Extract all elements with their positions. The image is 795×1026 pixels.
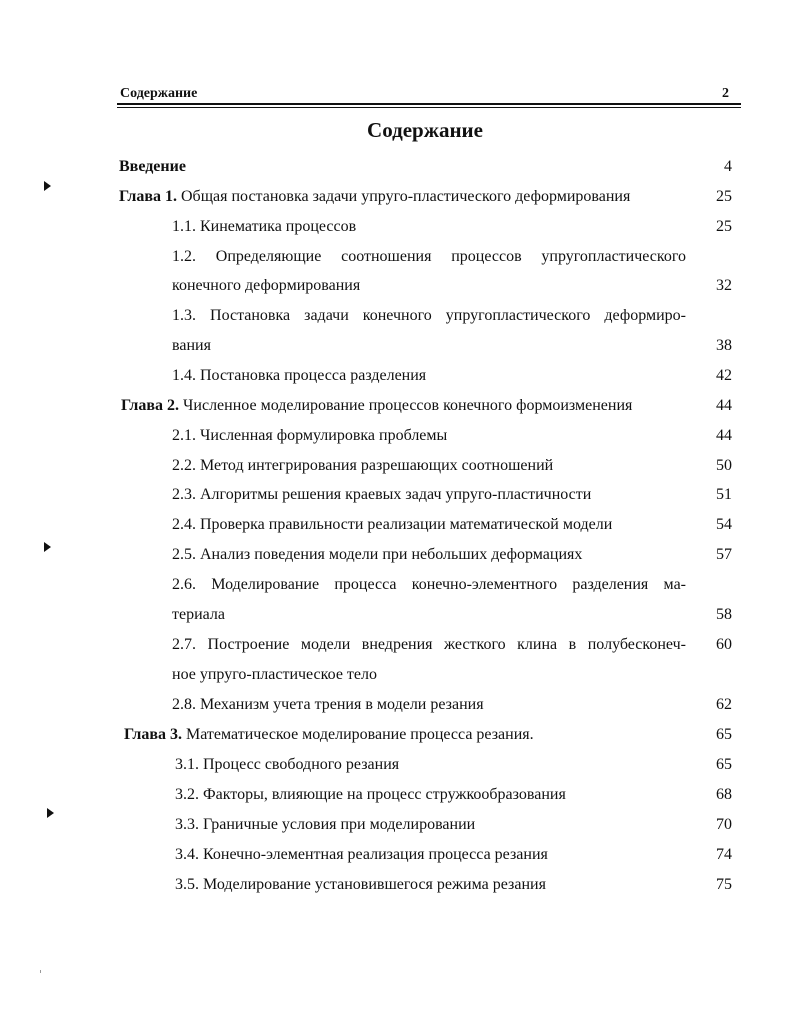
toc-entry: 3.2. Факторы, влияющие на процесс стружкообразования bbox=[175, 786, 566, 803]
toc-page-number: 38 bbox=[716, 337, 732, 354]
toc-chapter-label: Глава 2. bbox=[121, 397, 179, 414]
toc-entry: 1.1. Кинематика процессов bbox=[172, 218, 357, 235]
header-rule-thick bbox=[117, 103, 741, 105]
toc-entry: 2.4. Проверка правильности реализации математической модели bbox=[172, 516, 613, 533]
toc-page-number: 65 bbox=[716, 726, 732, 743]
toc-page-number: 68 bbox=[716, 786, 732, 803]
toc-entry: 2.3. Алгоритмы решения краевых задач упруго-пластичности bbox=[172, 486, 592, 503]
toc-page-number: 60 bbox=[716, 636, 732, 653]
toc-chapter-label: Глава 1. bbox=[119, 188, 177, 205]
toc-chapter-1 bbox=[119, 187, 630, 207]
toc-entry: 2.7. Построение модели внедрения жесткого клина в полубесконеч- bbox=[172, 636, 686, 653]
toc-entry: 2.2. Метод интегрирования разрешающих соотношений bbox=[172, 457, 554, 474]
toc-entry: 2.8. Механизм учета трения в модели резания bbox=[172, 696, 484, 713]
toc-page-number: 74 bbox=[716, 846, 732, 863]
toc-entry-continuation: ное упруго-пластическое тело bbox=[172, 666, 377, 683]
running-header-page-number: 2 bbox=[722, 86, 729, 101]
toc-page-number: 32 bbox=[716, 277, 732, 294]
toc-entry-continuation: конечного деформирования bbox=[172, 277, 361, 294]
toc-entry: 2.1. Численная формулировка проблемы bbox=[172, 427, 448, 444]
toc-entry: 3.5. Моделирование установившегося режима резания bbox=[175, 876, 546, 893]
toc-page-number: 54 bbox=[716, 516, 732, 533]
toc-page-number: 50 bbox=[716, 457, 732, 474]
toc-chapter-2 bbox=[121, 396, 632, 416]
header-rule-thin bbox=[117, 107, 741, 108]
toc-chapter-label: Глава 3. bbox=[124, 726, 182, 743]
toc-entry-label: Введение bbox=[119, 158, 186, 175]
toc-page-number: 58 bbox=[716, 606, 732, 623]
toc-page-number: 51 bbox=[716, 486, 732, 503]
margin-bullet bbox=[47, 808, 54, 818]
running-header-title: Содержание bbox=[120, 86, 198, 101]
toc-entry-continuation: териала bbox=[172, 606, 225, 623]
toc-page-number: 25 bbox=[716, 188, 732, 205]
scan-speck bbox=[40, 970, 41, 973]
toc-chapter-3 bbox=[124, 725, 534, 745]
page-title: Содержание bbox=[367, 118, 483, 142]
toc-entry-intro bbox=[119, 157, 186, 177]
toc-page-number: 65 bbox=[716, 756, 732, 773]
toc-page-number: 44 bbox=[716, 427, 732, 444]
toc-entry: 1.4. Постановка процесса разделения bbox=[172, 367, 427, 384]
margin-bullet bbox=[44, 542, 51, 552]
toc-page-number: 25 bbox=[716, 218, 732, 235]
toc-entry: 3.3. Граничные условия при моделировании bbox=[175, 816, 476, 833]
toc-page-number: 70 bbox=[716, 816, 732, 833]
toc-entry: 2.5. Анализ поведения модели при небольших деформациях bbox=[172, 546, 583, 563]
toc-page-number: 42 bbox=[716, 367, 732, 384]
toc-page-number: 44 bbox=[716, 397, 732, 414]
toc-entry: 1.2. Определяющие соотношения процессов упругопластического bbox=[172, 248, 686, 265]
toc-page-number: 4 bbox=[724, 158, 732, 175]
toc-page-number: 62 bbox=[716, 696, 732, 713]
margin-bullet bbox=[44, 181, 51, 191]
toc-chapter-text: Общая постановка задачи упруго-пластического деформирования bbox=[177, 188, 631, 205]
toc-entry: 3.4. Конечно-элементная реализация процесса резания bbox=[175, 846, 548, 863]
toc-chapter-text: Математическое моделирование процесса резания. bbox=[182, 726, 534, 743]
toc-entry: 1.3. Постановка задачи конечного упругопластического деформиро- bbox=[172, 307, 686, 324]
toc-page-number: 75 bbox=[716, 876, 732, 893]
toc-chapter-text: Численное моделирование процессов конечного формоизменения bbox=[179, 397, 633, 414]
toc-page-number: 57 bbox=[716, 546, 732, 563]
toc-entry: 2.6. Моделирование процесса конечно-элементного разделения ма- bbox=[172, 576, 686, 593]
toc-entry: 3.1. Процесс свободного резания bbox=[175, 756, 400, 773]
toc-entry-continuation: вания bbox=[172, 337, 211, 354]
